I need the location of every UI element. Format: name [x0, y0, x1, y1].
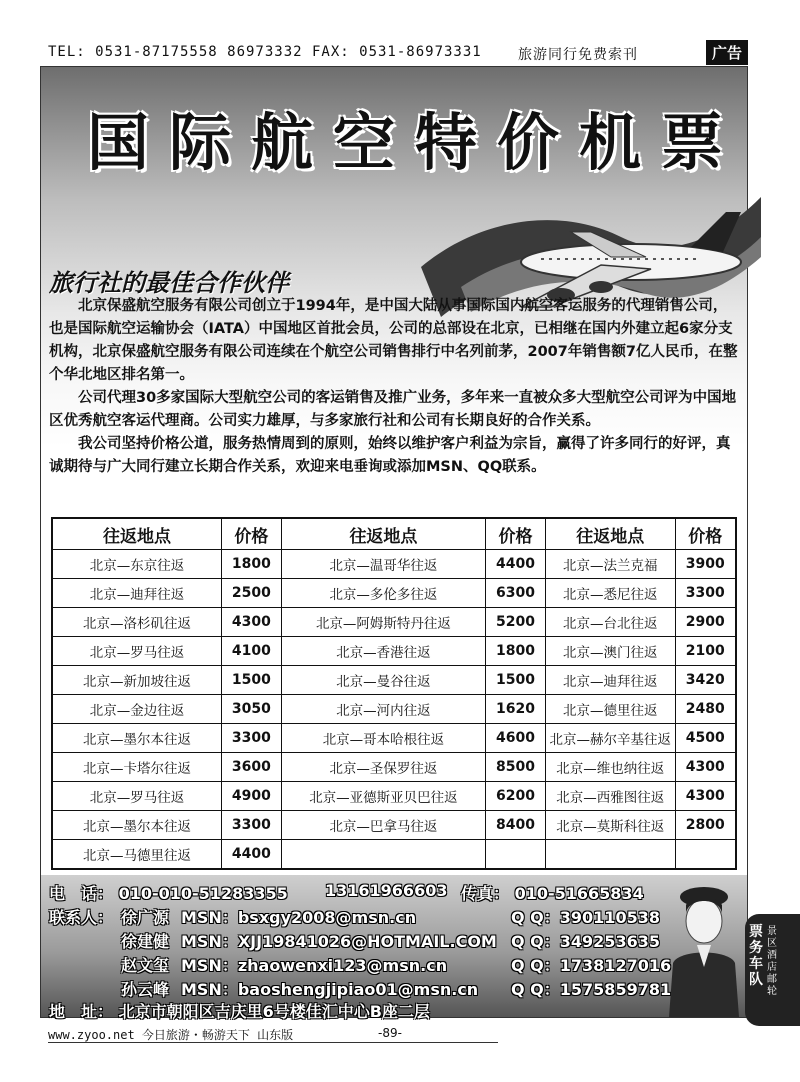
route-cell: 北京—亚德斯亚贝巴往返 [281, 782, 485, 811]
route-cell: 北京—赫尔辛基往返 [545, 724, 675, 753]
fax-number: 010-51665834 [514, 884, 644, 903]
price-cell: 2900 [675, 608, 736, 637]
fax-row [461, 881, 644, 904]
fax-label: 传真： [461, 884, 510, 903]
price-cell: 4300 [675, 753, 736, 782]
table-row [52, 840, 736, 870]
column-header: 价格 [221, 518, 281, 550]
header-contact: TEL: 0531-87175558 86973332 FAX: 0531-86973331 [48, 44, 482, 60]
table-row [52, 782, 736, 811]
phone-number: 010-010-51283355 [118, 884, 288, 903]
route-cell: 北京—哥本哈根往返 [281, 724, 485, 753]
route-cell: 北京—迪拜往返 [545, 666, 675, 695]
route-cell: 北京—洛杉矶往返 [52, 608, 221, 637]
route-cell: 北京—新加坡往返 [52, 666, 221, 695]
column-header: 往返地点 [52, 518, 221, 550]
mobile-number: 13161966603 [325, 881, 448, 900]
table-row [52, 695, 736, 724]
table-row [52, 579, 736, 608]
price-cell: 4400 [221, 840, 281, 870]
page-header [48, 44, 748, 68]
hero-title: 国际航空特价机票 [87, 106, 744, 179]
route-cell: 北京—马德里往返 [52, 840, 221, 870]
table-row [52, 724, 736, 753]
contact-name: 赵文玺 [121, 956, 170, 975]
price-cell [486, 840, 546, 870]
route-cell: 北京—卡塔尔往返 [52, 753, 221, 782]
intro-paragraph: 公司代理30多家国际大型航空公司的客运销售及推广业务，多年来一直被众多大型航空公司评为中国地区优秀航空客运代理商。公司实力雄厚，与多家旅行社和公司有长期良好的合作关系。 [49, 390, 737, 429]
route-cell: 北京—温哥华往返 [281, 550, 485, 579]
price-cell: 1500 [486, 666, 546, 695]
column-header: 往返地点 [545, 518, 675, 550]
side-tab-label: 票务车队 [749, 924, 763, 988]
contact-msn: MSN：bsxgy2008@msn.cn [181, 908, 417, 927]
price-cell: 6200 [486, 782, 546, 811]
section-side-tab[interactable] [745, 914, 800, 1026]
table-row [52, 608, 736, 637]
price-cell: 4600 [486, 724, 546, 753]
price-cell: 3900 [675, 550, 736, 579]
price-cell: 3300 [221, 724, 281, 753]
route-cell: 北京—法兰克福 [545, 550, 675, 579]
price-cell: 1800 [486, 637, 546, 666]
route-cell: 北京—金边往返 [52, 695, 221, 724]
column-header: 往返地点 [281, 518, 485, 550]
people-label: 联系人： [49, 908, 114, 927]
table-row [52, 637, 736, 666]
price-cell: 2800 [675, 811, 736, 840]
route-cell: 北京—圣保罗往返 [281, 753, 485, 782]
price-cell: 4100 [221, 637, 281, 666]
price-cell: 4300 [221, 608, 281, 637]
contact-name: 孙云峰 [121, 980, 170, 999]
route-cell: 北京—台北往返 [545, 608, 675, 637]
price-cell: 4900 [221, 782, 281, 811]
hero-subtitle: 旅行社的最佳合作伙伴 [49, 269, 289, 297]
flight-attendant-image [659, 883, 749, 1017]
route-cell [545, 840, 675, 870]
route-cell: 北京—罗马往返 [52, 637, 221, 666]
route-cell: 北京—香港往返 [281, 637, 485, 666]
intro-paragraph: 我公司坚持价格公道，服务热情周到的原则，始终以维护客户利益为宗旨，赢得了许多同行的好评，真诚期待与广大同行建立长期合作关系，欢迎来电垂询或添加MSN、QQ联系。 [49, 436, 731, 475]
price-cell: 2100 [675, 637, 736, 666]
price-cell: 2480 [675, 695, 736, 724]
price-cell: 3420 [675, 666, 736, 695]
price-cell: 4300 [675, 782, 736, 811]
address-text: 北京市朝阳区吉庆里6号楼佳汇中心B座二层 [118, 1002, 430, 1021]
contact-section [41, 875, 747, 1021]
route-cell: 北京—澳门往返 [545, 637, 675, 666]
route-cell: 北京—德里往返 [545, 695, 675, 724]
contact-msn: MSN：XJJ19841026@HOTMAIL.COM [181, 932, 497, 951]
route-cell: 北京—墨尔本往返 [52, 811, 221, 840]
route-cell: 北京—多伦多往返 [281, 579, 485, 608]
footer-site: www.zyoo.net 今日旅游・畅游天下 山东版 [48, 1028, 294, 1042]
contact-qq: Q Q：349253635 [511, 932, 660, 951]
contact-name: 徐建健 [121, 932, 170, 951]
route-cell: 北京—西雅图往返 [545, 782, 675, 811]
route-cell: 北京—河内往返 [281, 695, 485, 724]
page-footer [48, 1026, 498, 1043]
route-cell: 北京—墨尔本往返 [52, 724, 221, 753]
price-cell: 1620 [486, 695, 546, 724]
table-header-row [52, 518, 736, 550]
price-cell: 6300 [486, 579, 546, 608]
price-cell: 8400 [486, 811, 546, 840]
column-header: 价格 [486, 518, 546, 550]
table-row [52, 550, 736, 579]
price-cell [675, 840, 736, 870]
address-label: 地 址： [49, 1002, 114, 1021]
page-number: -89- [378, 1026, 402, 1040]
price-cell: 4500 [675, 724, 736, 753]
price-cell: 3300 [675, 579, 736, 608]
route-cell: 北京—阿姆斯特丹往返 [281, 608, 485, 637]
contact-qq: Q Q：1738127016 [511, 956, 672, 975]
price-cell: 4400 [486, 550, 546, 579]
phone-row [49, 881, 288, 904]
table-row [52, 753, 736, 782]
route-cell: 北京—莫斯科往返 [545, 811, 675, 840]
company-intro [49, 295, 739, 479]
route-cell: 北京—巴拿马往返 [281, 811, 485, 840]
route-cell: 北京—曼谷往返 [281, 666, 485, 695]
ad-badge: 广告 [706, 40, 748, 65]
route-cell: 北京—迪拜往返 [52, 579, 221, 608]
contact-msn: MSN：baoshengjipiao01@msn.cn [181, 980, 479, 999]
column-header: 价格 [675, 518, 736, 550]
price-cell: 3050 [221, 695, 281, 724]
contact-qq: Q Q：390110538 [511, 908, 660, 927]
route-cell: 北京—悉尼往返 [545, 579, 675, 608]
header-tagline: 旅游同行免费索刊 [518, 47, 638, 63]
intro-paragraph: 北京保盛航空服务有限公司创立于1994年，是中国大陆从事国际国内航空客运服务的代理销售公司，也是国际航空运输协会（IATA）中国地区首批会员，公司的总部设在北京，已相继在国内外建立起6家分支机构，北京保盛航空服务有限公司连续在个航空公司销售排行中名列前茅，2007年销售额7亿人民币，在整个华北地区排名第一。 [49, 298, 738, 383]
price-cell: 2500 [221, 579, 281, 608]
table-row [52, 666, 736, 695]
route-cell: 北京—东京往返 [52, 550, 221, 579]
table-row [52, 811, 736, 840]
contact-name: 徐广源 [121, 908, 170, 927]
contact-qq: Q Q：1575859781 [511, 980, 672, 999]
ad-panel [40, 66, 748, 1021]
route-cell: 北京—罗马往返 [52, 782, 221, 811]
contact-msn: MSN：zhaowenxi123@msn.cn [181, 956, 448, 975]
price-cell: 1500 [221, 666, 281, 695]
price-cell: 5200 [486, 608, 546, 637]
price-cell: 3600 [221, 753, 281, 782]
route-cell [281, 840, 485, 870]
phone-label: 电 话： [49, 884, 114, 903]
price-cell: 1800 [221, 550, 281, 579]
price-table [51, 517, 737, 870]
route-cell: 北京—维也纳往返 [545, 753, 675, 782]
price-cell: 8500 [486, 753, 546, 782]
price-cell: 3300 [221, 811, 281, 840]
address-row [49, 999, 430, 1022]
side-tab-small-label: 景区酒店邮轮 [767, 926, 777, 997]
